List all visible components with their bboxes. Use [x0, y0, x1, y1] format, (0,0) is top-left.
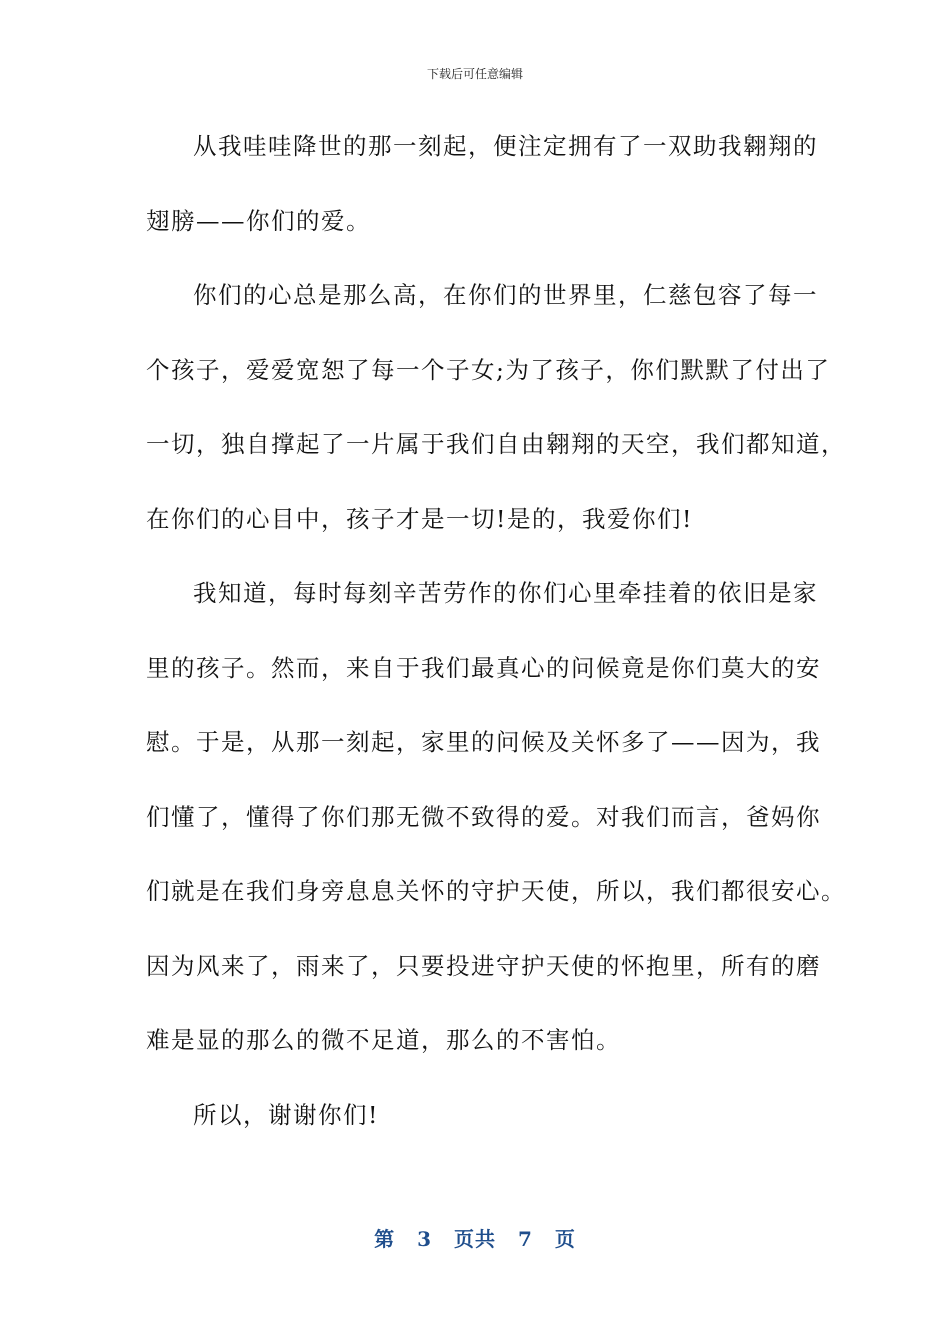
current-page-number: 3: [417, 1227, 432, 1251]
text-line: 慰。于是，从那一刻起，家里的问候及关怀多了——因为，我: [146, 728, 821, 756]
text-line: 从我哇哇降世的那一刻起，便注定拥有了一双助我翱翔的: [193, 132, 818, 160]
text-line: 们懂了，懂得了你们那无微不致得的爱。对我们而言，爸妈你: [146, 802, 821, 831]
text-line: 一切，独自撑起了一片属于我们自由翱翔的天空，我们都知道，: [146, 430, 846, 458]
document-body: [146, 127, 846, 1170]
text-line: 里的孩子。然而，来自于我们最真心的问候竟是你们莫大的安: [146, 653, 821, 682]
text-line: 因为风来了，雨来了，只要投进守护天使的怀抱里，所有的磨: [146, 951, 821, 980]
text-line: 你们的心总是那么高，在你们的世界里，仁慈包容了每一: [193, 281, 818, 309]
page-number-footer: [0, 1226, 950, 1252]
footer-prefix: 第: [374, 1227, 396, 1251]
text-line: 所以，谢谢你们!: [193, 1100, 379, 1129]
footer-middle: 页共: [454, 1227, 496, 1251]
page-header-note: 下载后可任意编辑: [426, 67, 523, 81]
text-line: 翅膀——你们的爱。: [146, 206, 371, 235]
text-line: 个孩子，爱爱宽恕了每一个子女;为了孩子，你们默默了付出了: [146, 355, 831, 384]
total-pages-number: 7: [518, 1227, 533, 1251]
text-line: 在你们的心目中，孩子才是一切!是的，我爱你们!: [146, 504, 693, 533]
text-line: 我知道，每时每刻辛苦劳作的你们心里牵挂着的依旧是家: [193, 579, 818, 607]
text-line: 难是显的那么的微不足道，那么的不害怕。: [146, 1026, 621, 1054]
text-line: 们就是在我们身旁息息关怀的守护天使，所以，我们都很安心。: [146, 877, 846, 905]
footer-suffix: 页: [554, 1227, 576, 1251]
